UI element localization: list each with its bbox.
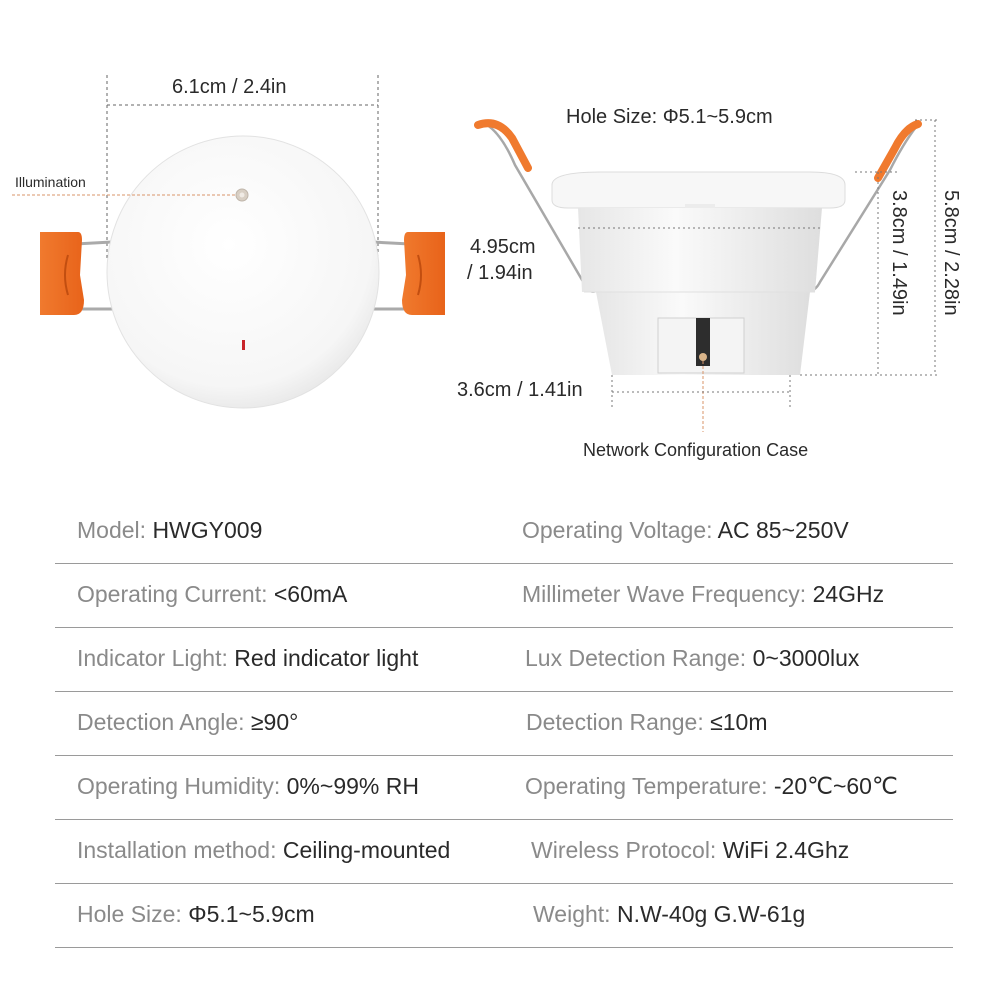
spec-left-cell bbox=[77, 581, 347, 608]
spec-key: Indicator Light: bbox=[77, 645, 228, 671]
spec-key: Operating Voltage: bbox=[522, 517, 713, 543]
spec-value: Φ5.1~5.9cm bbox=[188, 901, 315, 927]
spec-row bbox=[55, 500, 953, 564]
spec-row bbox=[55, 564, 953, 628]
body-height-label: 3.8cm / 1.49in bbox=[888, 190, 910, 316]
spec-value: 0%~99% RH bbox=[286, 773, 419, 799]
network-case-label: Network Configuration Case bbox=[583, 440, 809, 460]
spec-left-cell bbox=[77, 773, 419, 800]
spec-value: Red indicator light bbox=[234, 645, 419, 671]
spec-value: -20℃~60℃ bbox=[773, 773, 898, 799]
spec-left-cell bbox=[77, 709, 298, 736]
spec-value: N.W-40g G.W-61g bbox=[616, 901, 806, 927]
spec-left-cell bbox=[77, 901, 315, 928]
spec-value: ≤10m bbox=[710, 709, 768, 735]
spec-key: Operating Temperature: bbox=[525, 773, 768, 799]
spec-row bbox=[55, 756, 953, 820]
spec-key: Operating Humidity: bbox=[77, 773, 281, 799]
spec-value: AC 85~250V bbox=[717, 517, 849, 543]
spec-value: HWGY009 bbox=[152, 517, 263, 543]
spec-right-cell bbox=[522, 581, 884, 608]
spec-row bbox=[55, 628, 953, 692]
spec-value: <60mA bbox=[273, 581, 348, 607]
spec-key: Operating Current: bbox=[77, 581, 268, 607]
front-width-label: 6.1cm / 2.4in bbox=[172, 76, 287, 98]
side-width-label-line1: 4.95cm bbox=[470, 236, 536, 258]
spec-value: ≥90° bbox=[250, 709, 299, 735]
spec-row bbox=[55, 884, 953, 948]
spec-key: Detection Angle: bbox=[77, 709, 245, 735]
spec-right-cell bbox=[525, 773, 898, 800]
spec-right-cell bbox=[526, 709, 768, 736]
spec-key: Detection Range: bbox=[526, 709, 704, 735]
illumination-label: Illumination bbox=[15, 174, 86, 190]
spec-value: 24GHz bbox=[812, 581, 885, 607]
spec-key: Millimeter Wave Frequency: bbox=[522, 581, 807, 607]
spec-value: 0~3000lux bbox=[752, 645, 860, 671]
spec-key: Lux Detection Range: bbox=[525, 645, 747, 671]
spec-left-cell bbox=[77, 517, 262, 544]
hole-size-label: Hole Size: Φ5.1~5.9cm bbox=[566, 106, 773, 128]
spec-left-cell bbox=[77, 837, 450, 864]
front-view bbox=[12, 75, 445, 408]
spec-value: Ceiling-mounted bbox=[282, 837, 451, 863]
spec-left-cell bbox=[77, 645, 418, 672]
spec-key: Hole Size: bbox=[77, 901, 182, 927]
side-width-label-line2: / 1.94in bbox=[467, 262, 533, 284]
spec-right-cell bbox=[525, 645, 859, 672]
spec-key: Weight: bbox=[533, 901, 611, 927]
spec-key: Wireless Protocol: bbox=[531, 837, 717, 863]
total-height-label: 5.8cm / 2.28in bbox=[940, 190, 962, 316]
spec-value: WiFi 2.4Ghz bbox=[722, 837, 850, 863]
spec-right-cell bbox=[531, 837, 849, 864]
spec-table bbox=[55, 500, 953, 948]
spec-key: Installation method: bbox=[77, 837, 277, 863]
spec-row bbox=[55, 820, 953, 884]
base-width-label: 3.6cm / 1.41in bbox=[457, 379, 583, 401]
spec-right-cell bbox=[522, 517, 849, 544]
spec-key: Model: bbox=[77, 517, 147, 543]
spec-row bbox=[55, 692, 953, 756]
spec-right-cell bbox=[533, 901, 805, 928]
